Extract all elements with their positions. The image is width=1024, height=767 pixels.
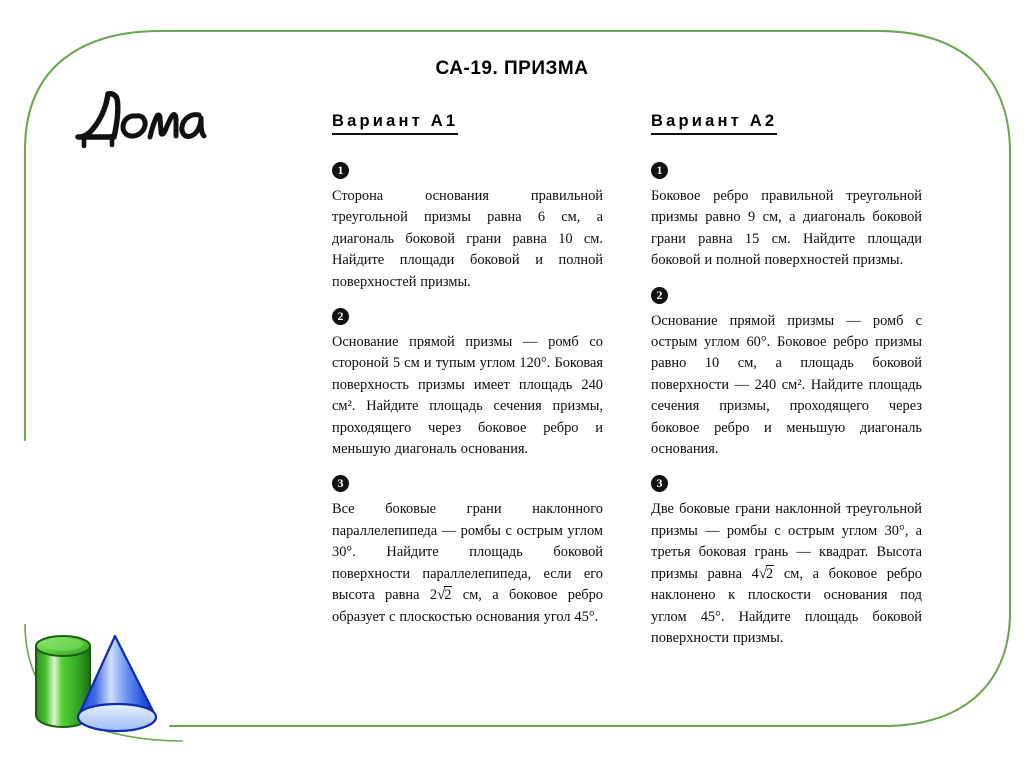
task-number-badge: 1 xyxy=(332,162,349,179)
radical-sign: √ xyxy=(758,565,768,582)
radical-expression xyxy=(430,587,453,603)
variants-container xyxy=(332,112,922,663)
task-text-after: см, а боковое ребро образует с плоскостью основания угол 45°. xyxy=(332,587,603,625)
task-a2-2 xyxy=(651,286,922,461)
radicand: 2 xyxy=(766,565,774,582)
task-number-badge: 2 xyxy=(651,287,668,304)
radical-coefficient: 4 xyxy=(751,565,759,582)
task-text: Сторона основания правильной треугольной призмы равна 6 см, а диагональ боковой грани равна 10 см. Найдите площади боковой и полной поверхностей призмы. xyxy=(332,188,603,290)
task-number-badge: 3 xyxy=(332,475,349,492)
task-number-badge: 2 xyxy=(332,308,349,325)
task-number-badge: 1 xyxy=(651,162,668,179)
radical-coefficient: 2 xyxy=(429,587,438,604)
task-text: Основание прямой призмы — ромб с острым углом 60°. Боковое ребро призмы равно 10 см, а площадь боковой поверхности — 240 см². Найдите площадь сечения призмы, проходящего через боковое ребро и меньшую диагональ основания. xyxy=(651,312,922,458)
task-a1-1 xyxy=(332,161,603,293)
variant-heading-a1: Вариант А1 xyxy=(332,112,458,135)
task-text xyxy=(651,499,922,649)
task-text: Основание прямой призмы — ромб со стороной 5 см и тупым углом 120°. Боковая поверхность призмы имеет площадь 240 см². Найдите площадь сечения призмы, проходящего через боковое ребро и меньшую диагональ основания. xyxy=(332,334,603,458)
radical-expression xyxy=(752,566,775,582)
task-a2-1 xyxy=(651,161,922,272)
task-text xyxy=(332,499,603,627)
radicand: 2 xyxy=(444,587,452,604)
handwritten-note-doma xyxy=(62,82,222,152)
variant-column-a1 xyxy=(332,112,603,663)
variant-heading-a2: Вариант А2 xyxy=(651,112,777,135)
task-text-after: см, а боковое ребро наклонено к плоскости основания под углом 45°. Найдите площадь боковой поверхности призмы. xyxy=(651,565,923,646)
radical-sign: √ xyxy=(437,587,446,604)
variant-column-a2 xyxy=(651,112,922,663)
task-a1-3 xyxy=(332,474,603,627)
solids-illustration xyxy=(18,622,183,747)
task-number-badge: 3 xyxy=(651,475,668,492)
task-text: Боковое ребро правильной треугольной призмы равно 9 см, а диагональ боковой грани равна 15 см. Найдите площади боковой и полной поверхностей призмы. xyxy=(651,188,922,269)
task-text-before: Две боковые грани наклонной треугольной призмы — ромбы с острым углом 30°, а третья боковая грань — квадрат. Высота призмы равна xyxy=(651,501,922,582)
task-a2-3 xyxy=(651,474,922,649)
task-text-before: Все боковые грани наклонного параллелепипеда — ромбы с острым углом 30°. Найдите площадь боковой поверхности параллелепипеда, если его высота равна xyxy=(332,501,603,604)
page-title: СА-19. ПРИЗМА xyxy=(435,58,589,79)
task-a1-2 xyxy=(332,307,603,460)
